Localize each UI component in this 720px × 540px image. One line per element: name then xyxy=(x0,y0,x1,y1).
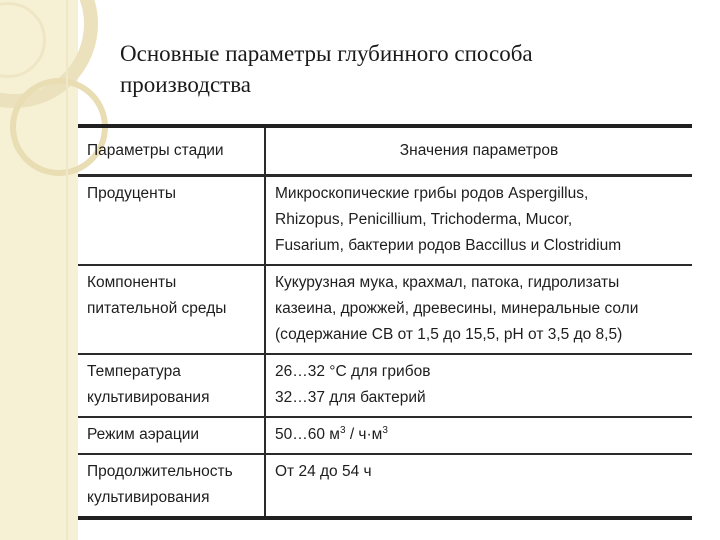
aeration-prefix: 50…60 м xyxy=(275,426,340,443)
header-values: Значения параметров xyxy=(399,142,559,159)
aeration-middle: / ч·м xyxy=(345,426,383,443)
row-producers-value xyxy=(265,176,692,266)
cell-line: казеина, дрожжей, древесины, минеральные соли xyxy=(275,300,639,317)
decorative-divider-line xyxy=(66,0,68,540)
aeration-superscript-1: 3 xyxy=(339,424,346,436)
row-temperature-parameter xyxy=(78,354,265,417)
slide-title xyxy=(120,38,680,100)
cell-line: Продолжительность xyxy=(87,463,233,480)
cell-line: От 24 до 54 ч xyxy=(275,463,372,480)
cell-line: питательной среды xyxy=(87,300,227,317)
slide-title-line-1: Основные параметры глубинного способа xyxy=(120,41,533,66)
table-row xyxy=(78,354,692,417)
cell-line: Rhizopus, Penicillium, Trichoderma, Mucor, xyxy=(275,211,573,228)
header-parameters: Параметры стадии xyxy=(78,126,265,176)
cell-line: Fusarium, бактерии родов Baccillus и Clostridium xyxy=(275,237,622,254)
aeration-superscript-2: 3 xyxy=(382,424,388,436)
cell-line: культивирования xyxy=(87,489,210,506)
cell-line: Температура xyxy=(87,363,181,380)
table-header-row xyxy=(78,126,692,176)
table-row xyxy=(78,417,692,454)
parameters-table-container xyxy=(78,124,692,520)
row-duration-parameter xyxy=(78,454,265,518)
cell-line: Компоненты xyxy=(87,274,177,291)
cell-line: Кукурузная мука, крахмал, патока, гидролизаты xyxy=(275,274,620,291)
cell-line: 32…37 для бактерий xyxy=(275,389,426,406)
table-row xyxy=(78,454,692,518)
slide-title-line-2: производства xyxy=(120,72,251,97)
row-temperature-value xyxy=(265,354,692,417)
parameters-table xyxy=(78,124,692,520)
cell-line: культивирования xyxy=(87,389,210,406)
table-row xyxy=(78,176,692,266)
row-aeration-value xyxy=(265,417,692,454)
cell-line: (содержание СВ от 1,5 до 15,5, pH от 3,5 до 8,5) xyxy=(275,326,623,343)
row-medium-parameter xyxy=(78,265,265,354)
cell-line: Режим аэрации xyxy=(87,426,200,443)
cell-line: Микроскопические грибы родов Aspergillus, xyxy=(275,185,589,202)
row-medium-value xyxy=(265,265,692,354)
row-aeration-parameter xyxy=(78,417,265,454)
cell-line: Продуценты xyxy=(87,185,176,202)
row-producers-parameter xyxy=(78,176,265,266)
row-duration-value xyxy=(265,454,692,518)
table-row xyxy=(78,265,692,354)
cell-line: 26…32 °С для грибов xyxy=(275,363,431,380)
